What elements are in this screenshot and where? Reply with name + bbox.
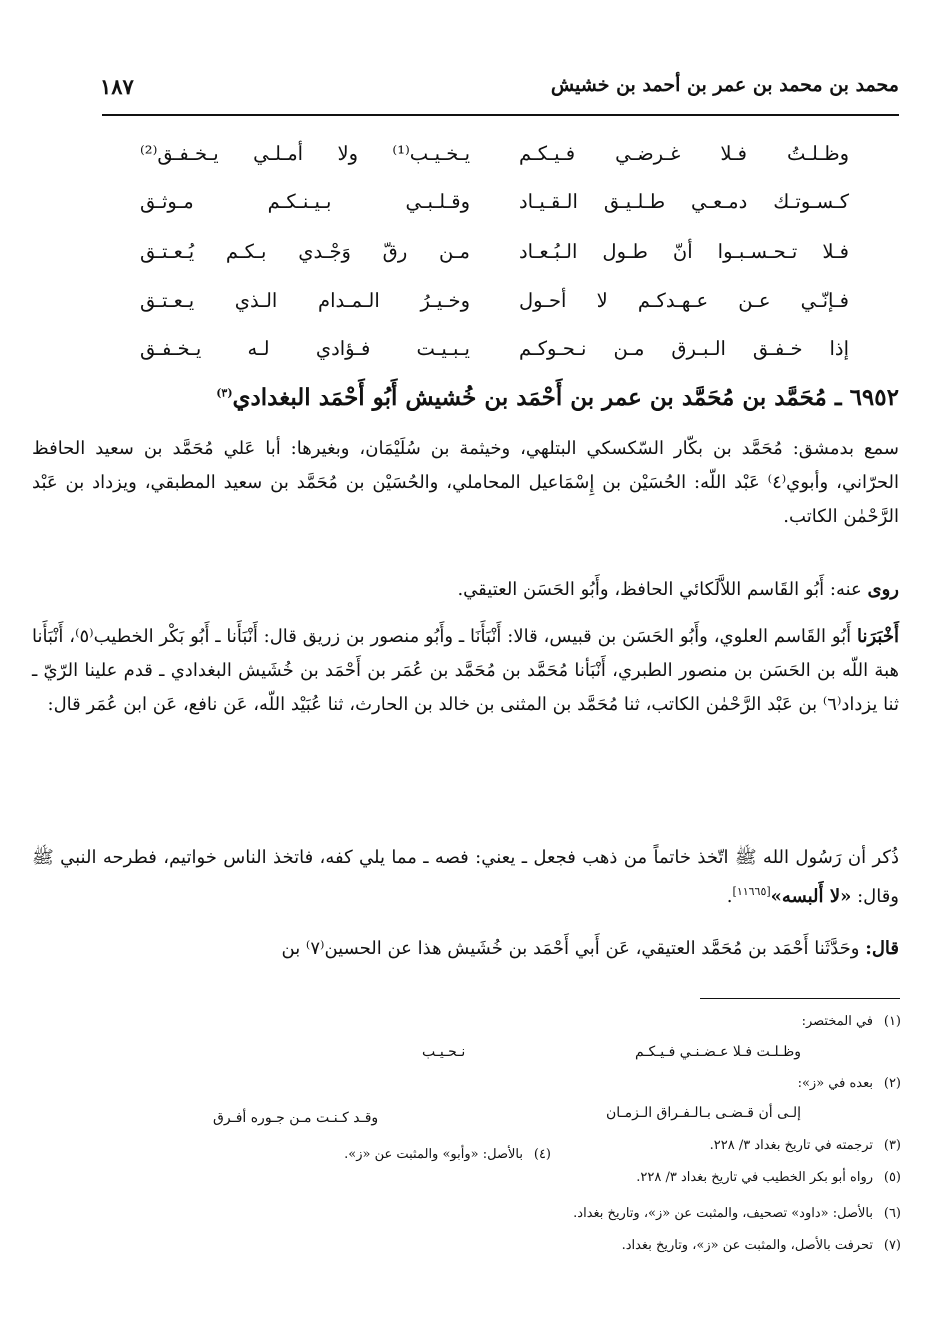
poem-verse (140, 289, 849, 329)
paragraph-text: عنه: أَبُو القَاسم اللاَّلَكائي الحافظ، وأَبُو الحَسَن العتيقي. (457, 579, 868, 600)
poem-verse (140, 142, 849, 182)
verse-second-hemistich: يـخـيـب⁽¹⁾ ولا أمـلـي يـخـفـق⁽²⁾ (140, 142, 470, 165)
footnote-verse-part: وقـد كـنـت مـن جـوره أفـرق (213, 1110, 379, 1126)
header-rule (102, 114, 899, 116)
poem-verse (140, 190, 849, 230)
paragraph-narrators (32, 573, 899, 607)
verse-first-hemistich: إذا خـفـق الـبـرق مـن نـحـوكـم (519, 337, 849, 360)
paragraph-continuation (32, 932, 899, 966)
paragraph-text: ذُكر أن رَسُول الله ﷺ اتّخذ خاتماً من ذهب فجعل ـ يعني: فصه ـ مما يلي كفه، فاتخذ الناس خواتيم، فطرحه النبي ﷺ وقال: (32, 847, 899, 907)
hadith-quote: «لا أَلبسه» (770, 886, 852, 907)
paragraph-lead: روى (867, 579, 899, 600)
paragraph-text: وحَدَّثَنا أَحْمَد بن مُحَمَّد العتيقي، عَن أَبي أَحْمَد بن خُشَيش هذا عن الحسين⁽٧⁾ بن (281, 938, 866, 959)
footnote: (٥)رواه أبو بكر الخطيب في تاريخ بغداد ٣/ ٢٢٨. (636, 1170, 901, 1185)
running-header-title: محمد بن محمد بن عمر بن أحمد بن خشيش (550, 74, 899, 96)
paragraph-lead: أَخْبَرَنا (857, 626, 899, 647)
verse-second-hemistich: وخـيـرُ الـمـدام الـذي يـعـتـق (140, 289, 470, 312)
footnote-verse-part: وظـلـت فـلا عـضـنـي فـيـكـم (635, 1044, 801, 1060)
verse-first-hemistich: كـسـوتـك دمـعـي طـلـيـق الـقـيـاد (519, 190, 849, 213)
footnote: (٤)بالأصل: «وأبو» والمثبت عن «ز». (344, 1147, 551, 1162)
footnote: (٣)ترجمته في تاريخ بغداد ٣/ ٢٢٨. (709, 1138, 901, 1153)
paragraph-hadith: ذُكر أن رَسُول الله ﷺ اتّخذ خاتماً من ذهب فجعل ـ يعني: فصه ـ مما يلي كفه، فاتخذ الناس خواتيم، فطرحه النبي ﷺ وقال: «لا أَلبسه»[١١٦٦٥]. (32, 847, 899, 907)
verse-first-hemistich: فـإنّـي عـن عـهـدكـم لا أحـول (519, 289, 849, 312)
footnote-separator (700, 998, 900, 999)
entry-heading-note: (٣) (216, 386, 233, 400)
poem-verse (140, 240, 849, 280)
footnote-verse-part: إلـى أن قـضـى بـالـفـراق الـزمـان (605, 1105, 801, 1121)
paragraph-text: أَبُو القَاسم العلوي، وأَبُو الحَسَن بن قبيس، قالا: أَنْبَأَنَا ـ وأَبُو منصور بن زريق قال: أَنْبَأَنا ـ أَبُو بَكْر الخطيب⁽٥⁾، أَنْبَأَنا هبة اللّه بن الحَسَن بن منصور الطبري، أَنْبَأنا مُحَمَّد بن مُحَمَّد بن عُمَر بن أَحْمَد بن خُشَيش البغدادي ـ قدم علينا الرّيّ ـ ثنا يزداد⁽٦⁾ بن عَبْد الرَّحْمٰن الكاتب، ثنا مُحَمَّد بن المثنى بن خالد بن الحارث، ثنا عُبَيْد اللّه، عَن نافع، عَن ابن عُمَر قال: (32, 626, 899, 715)
footnote: (١)في المختصر: (801, 1014, 901, 1029)
verse-second-hemistich: وقـلـبـي بـيـنـكـم مـوثـق (140, 190, 470, 213)
footnote-verse-part: نـحـيـب (422, 1044, 466, 1060)
paragraph-lead: قال: (865, 938, 899, 959)
verse-second-hemistich: يـبـيـت فـؤادي لـه يـخـفـق (140, 337, 470, 360)
verse-second-hemistich: مـن رقّ وَجْـدي بـكـم يُـعـتـق (140, 240, 470, 263)
footnote: (٦)بالأصل: «داود» تصحيف، والمثبت عن «ز»، وتاريخ بغداد. (573, 1206, 901, 1221)
verse-first-hemistich: وظـلـتُ فـلا غـرضـي فـيـكـم (519, 142, 849, 165)
poem-verse (140, 337, 849, 377)
paragraph-isnad (32, 620, 899, 722)
paragraph-sources: سمع بدمشق: مُحَمَّد بن بكّار السّكسكي البتلهي، وخيثمة بن سُلَيْمَان، وبغيرها: أبا عَلي مُحَمَّد بن سعيد الحافظ الحرّاني، وأبوي⁽٤⁾ عَبْد اللّه: الحُسَيْن بن إِسْمَاعيل المحاملي، والحُسَيْن بن مُحَمَّد بن سعيد المطبقي، ويزداد بن عَبْد الرَّحْمٰن الكاتب. (32, 438, 900, 527)
page-number: ١٨٧ (100, 74, 134, 99)
entry-heading (120, 384, 899, 411)
footnote: (٢)بعده في «ز»: (797, 1076, 901, 1091)
entry-heading-text: ٦٩٥٢ ـ مُحَمَّد بن مُحَمَّد بن عمر بن أَحْمَد بن خُشيش أَبُو أَحْمَد البغدادي (232, 384, 899, 411)
hadith-reference: [١١٦٦٥] (732, 885, 771, 898)
verse-first-hemistich: فـلا تـحـسـبـوا أنّ طـول الـبُـعـاد (519, 240, 849, 263)
footnote: (٧)تحرفت بالأصل، والمثبت عن «ز»، وتاريخ بغداد. (621, 1238, 901, 1253)
